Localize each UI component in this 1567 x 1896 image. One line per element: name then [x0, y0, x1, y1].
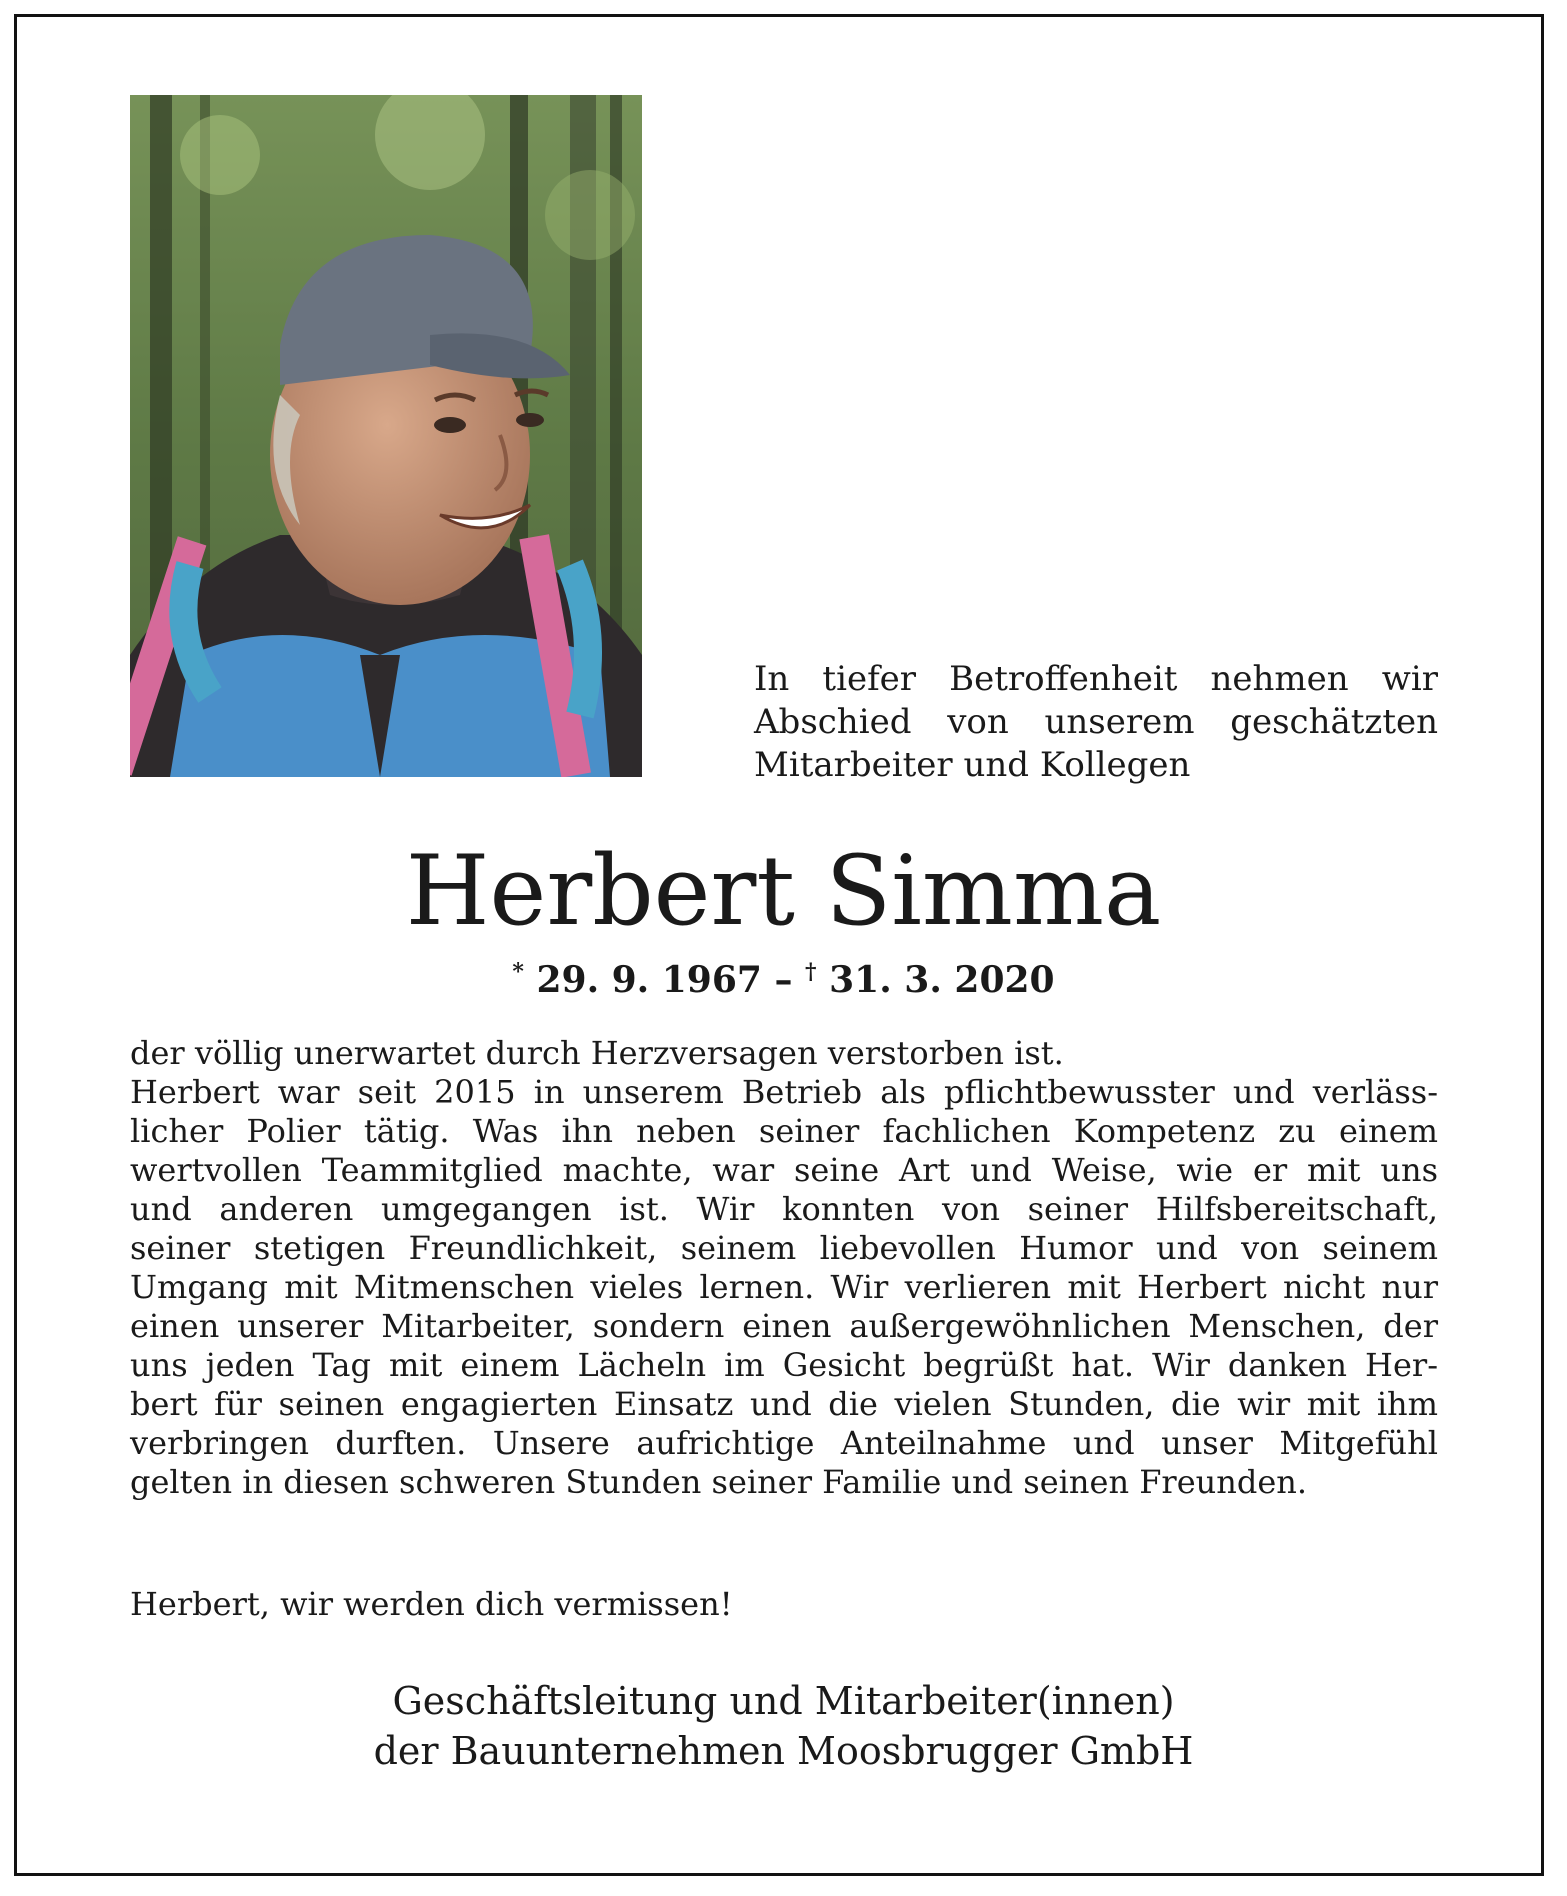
body-line: und anderen umgegangen ist. Wir konnten von seiner Hilfsbereitschaft,	[130, 1190, 1438, 1228]
body-line: Herbert war seit 2015 in unserem Betrieb als pflichtbewusster und verläss-	[130, 1073, 1438, 1111]
body-line: seiner stetigen Freundlichkeit, seinem liebevollen Humor und von seinem	[130, 1229, 1438, 1267]
body-line: einen unserer Mitarbeiter, sondern einen außergewöhnlichen Menschen, der	[130, 1307, 1438, 1345]
closing-line: Herbert, wir werden dich vermissen!	[130, 1585, 733, 1623]
portrait-photo-icon	[130, 95, 642, 777]
obituary-body	[130, 1034, 1438, 1502]
body-line: verbringen durften. Unsere aufrichtige Anteilnahme und unser Mitgefühl	[130, 1424, 1438, 1462]
life-dates	[0, 950, 1567, 1002]
birth-date: 29. 9. 1967	[536, 959, 762, 1001]
portrait-photo	[130, 95, 642, 777]
deceased-name: Herbert Simma	[405, 835, 1162, 947]
signature	[0, 1676, 1567, 1776]
body-line: licher Polier tätig. Was ihn neben seiner fachlichen Kompetenz zu einem	[130, 1112, 1438, 1150]
body-line: gelten in diesen schweren Stunden seiner Familie und seinen Freunden.	[130, 1463, 1308, 1501]
birth-symbol: *	[512, 959, 524, 985]
intro-text	[754, 658, 1438, 787]
intro-line: Mitarbeiter und Kollegen	[754, 745, 1191, 785]
intro-line: In tiefer Betroffenheit nehmen wir	[754, 659, 1438, 699]
intro-line: Abschied von unserem geschätzten	[754, 702, 1438, 742]
body-line: Umgang mit Mitmenschen vieles lernen. Wir verlieren mit Herbert nicht nur	[130, 1268, 1438, 1306]
body-line: wertvollen Teammitglied machte, war seine Art und Weise, wie er mit uns	[130, 1151, 1438, 1189]
signature-line-2: der Bauunternehmen Moosbrugger GmbH	[373, 1729, 1194, 1773]
date-separator: –	[774, 959, 793, 1001]
signature-line-1: Geschäftsleitung und Mitarbeiter(innen)	[392, 1679, 1175, 1723]
body-line: bert für seinen engagierten Einsatz und die vielen Stunden, die wir mit ihm	[130, 1385, 1438, 1423]
body-line: der völlig unerwartet durch Herzversagen verstorben ist.	[130, 1034, 1064, 1072]
death-date: 31. 3. 2020	[829, 959, 1055, 1001]
death-symbol: †	[805, 959, 817, 985]
body-line: uns jeden Tag mit einem Lächeln im Gesicht begrüßt hat. Wir danken Her-	[130, 1346, 1438, 1384]
